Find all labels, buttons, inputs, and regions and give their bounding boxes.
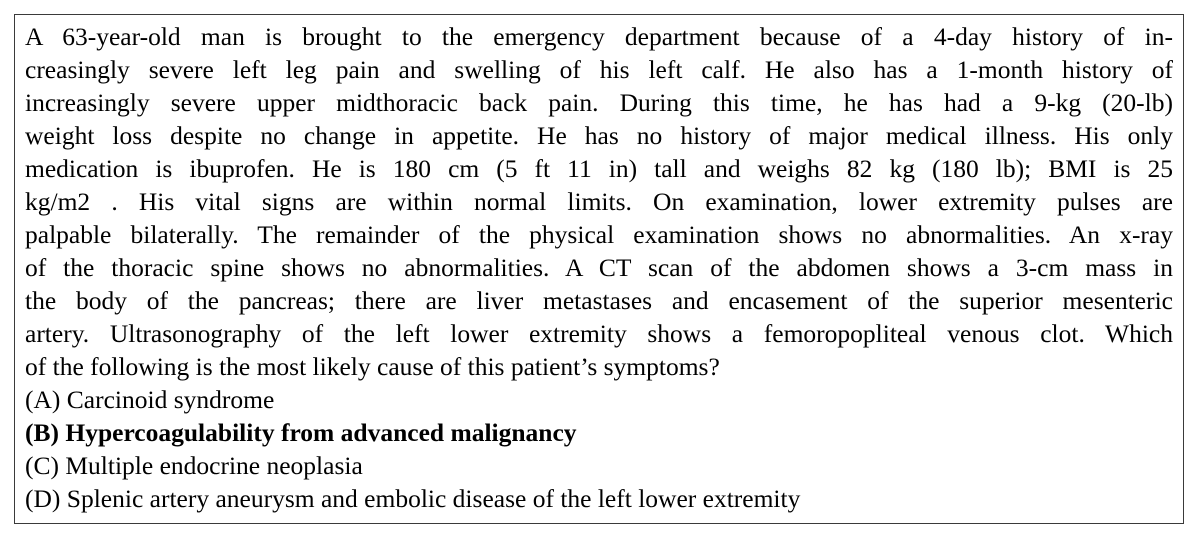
answer-option-d: (D) Splenic artery aneurysm and embolic disease of the left lower extremity [25, 484, 801, 513]
question-box [14, 14, 1184, 524]
answer-option-c: (C) Multiple endocrine neoplasia [25, 451, 363, 480]
question-line: creasingly severe left leg pain and swelling of his left calf. He also has a 1-month history of [25, 55, 1173, 84]
question-line: the body of the pancreas; there are liver metastases and encasement of the superior mesenteric [25, 286, 1173, 315]
question-line: of the thoracic spine shows no abnormalities. A CT scan of the abdomen shows a 3-cm mass in [25, 253, 1173, 282]
question-line: palpable bilaterally. The remainder of the physical examination shows no abnormalities. An x-ray [25, 220, 1173, 249]
answer-option-a: (A) Carcinoid syndrome [25, 385, 275, 414]
question-line: medication is ibuprofen. He is 180 cm (5 ft 11 in) tall and weighs 82 kg (180 lb); BMI is 25 [25, 154, 1173, 183]
answer-option-b-correct: (B) Hypercoagulability from advanced malignancy [25, 418, 577, 447]
question-line: weight loss despite no change in appetite. He has no history of major medical illness. His only [25, 121, 1173, 150]
question-line: of the following is the most likely cause of this patient’s symptoms? [25, 352, 720, 381]
question-line: increasingly severe upper midthoracic back pain. During this time, he has had a 9-kg (20-lb) [25, 88, 1173, 117]
question-line: artery. Ultrasonography of the left lower extremity shows a femoropopliteal venous clot. Which [25, 319, 1173, 348]
question-line: A 63-year-old man is brought to the emergency department because of a 4-day history of in- [25, 22, 1173, 51]
question-line: kg/m2 . His vital signs are within normal limits. On examination, lower extremity pulses are [25, 187, 1173, 216]
